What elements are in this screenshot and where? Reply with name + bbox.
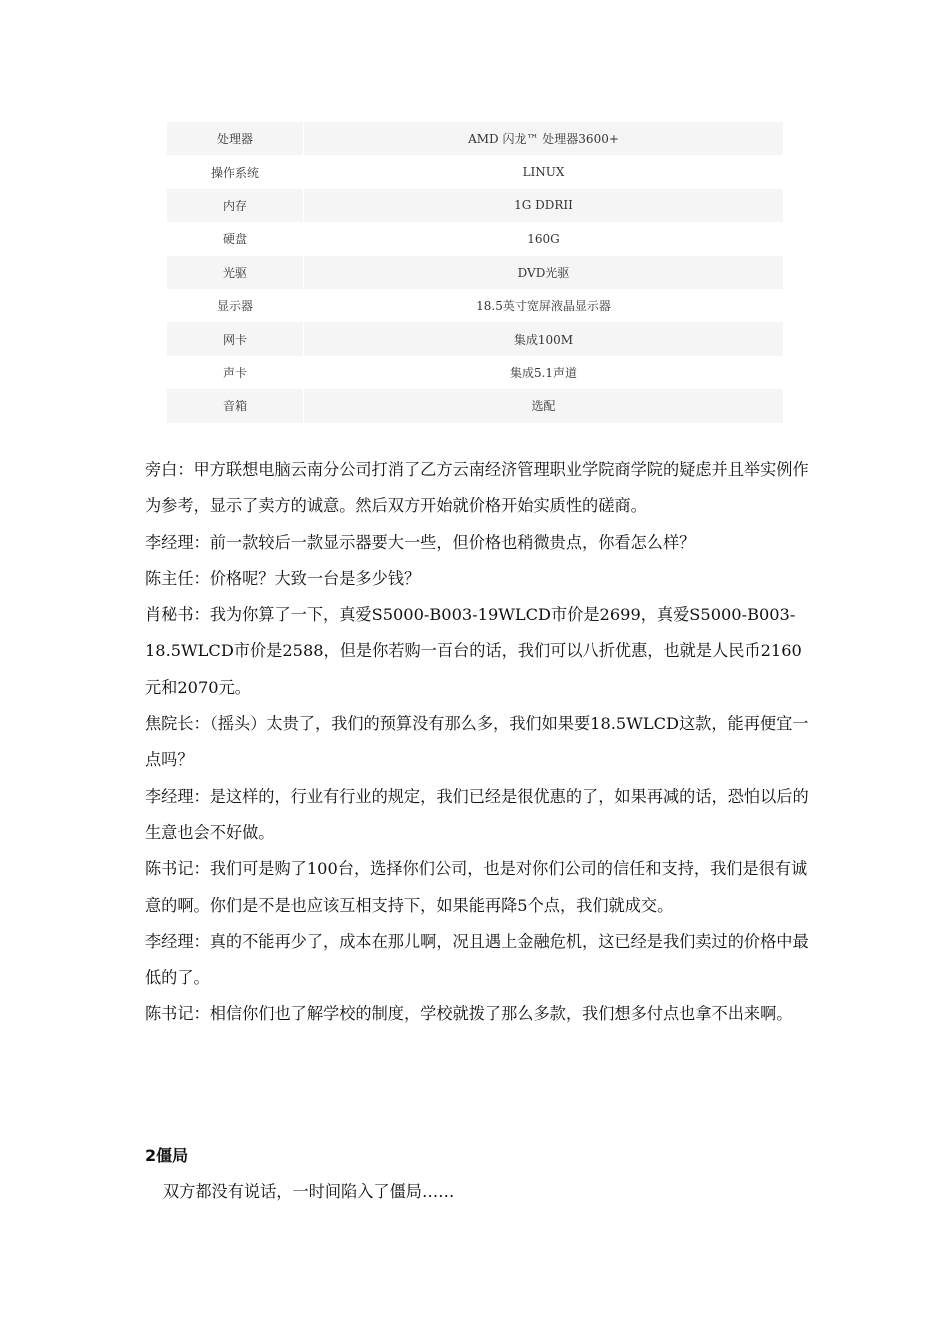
dialogue-paragraph: 焦院长：（摇头）太贵了，我们的预算没有那么多，我们如果要18.5WLCD这款，能再便宜一点吗？ [145, 714, 809, 770]
spec-value: 18.5英寸宽屏液晶显示器 [304, 289, 784, 322]
spec-value: AMD 闪龙™ 处理器3600+ [304, 122, 784, 155]
dialogue-paragraph: 肖秘书：我为你算了一下，真爱S5000-B003-19WLCD市价是2699，真爱S5000-B003-18.5WLCD市价是2588，但是你若购一百台的话，我们可以八折优惠，也就是人民币2160元和2070元。 [145, 605, 802, 697]
table-row [167, 356, 783, 389]
spec-label: 显示器 [167, 289, 304, 322]
section-heading: 2僵局 [145, 1146, 189, 1165]
spec-label: 处理器 [167, 122, 304, 155]
table-row [167, 389, 783, 422]
spec-value: LINUX [304, 155, 784, 188]
spec-label: 网卡 [167, 322, 304, 355]
spec-value: DVD光驱 [304, 256, 784, 289]
table-row [167, 155, 783, 188]
dialogue-paragraph: 旁白：甲方联想电脑云南分公司打消了乙方云南经济管理职业学院商学院的疑虑并且举实例作为参考，显示了卖方的诚意。然后双方开始就价格开始实质性的磋商。 [145, 460, 809, 516]
table-row [167, 222, 783, 255]
dialogue-body [145, 452, 809, 1033]
dialogue-paragraph: 李经理：前一款较后一款显示器要大一些，但价格也稍微贵点，你看怎么样？ [145, 532, 696, 552]
dialogue-paragraph: 李经理：真的不能再少了，成本在那儿啊，况且遇上金融危机，这已经是我们卖过的价格中最低的了。 [145, 931, 809, 988]
table-row [167, 322, 783, 355]
table-row [167, 122, 783, 155]
dialogue-paragraph: 李经理：是这样的，行业有行业的规定，我们已经是很优惠的了，如果再减的话，恐怕以后的生意也会不好做。 [145, 786, 809, 842]
spec-label: 硬盘 [167, 222, 304, 255]
spec-value: 1G DDRII [304, 189, 784, 222]
spec-table [167, 122, 783, 423]
spec-label: 光驱 [167, 256, 304, 289]
spec-label: 音箱 [167, 389, 304, 422]
spec-label: 声卡 [167, 356, 304, 389]
spec-label: 内存 [167, 189, 304, 222]
dialogue-paragraph: 陈书记：相信你们也了解学校的制度，学校就拨了那么多款，我们想多付点也拿不出来啊。 [145, 1004, 793, 1024]
spec-value: 集成5.1声道 [304, 356, 784, 389]
section-text: 双方都没有说话，一时间陷入了僵局…… [163, 1182, 455, 1201]
dialogue-paragraph: 陈书记：我们可是购了100台，选择你们公司，也是对你们公司的信任和支持，我们是很有诚意的啊。你们是不是也应该互相支持下，如果能再降5个点，我们就成交。 [145, 859, 808, 915]
dialogue-paragraph: 陈主任：价格呢？大致一台是多少钱？ [145, 568, 421, 588]
spec-value: 160G [304, 222, 784, 255]
spec-value: 选配 [304, 389, 784, 422]
table-row [167, 256, 783, 289]
spec-label: 操作系统 [167, 155, 304, 188]
spec-value: 集成100M [304, 322, 784, 355]
table-row [167, 289, 783, 322]
table-row [167, 189, 783, 222]
